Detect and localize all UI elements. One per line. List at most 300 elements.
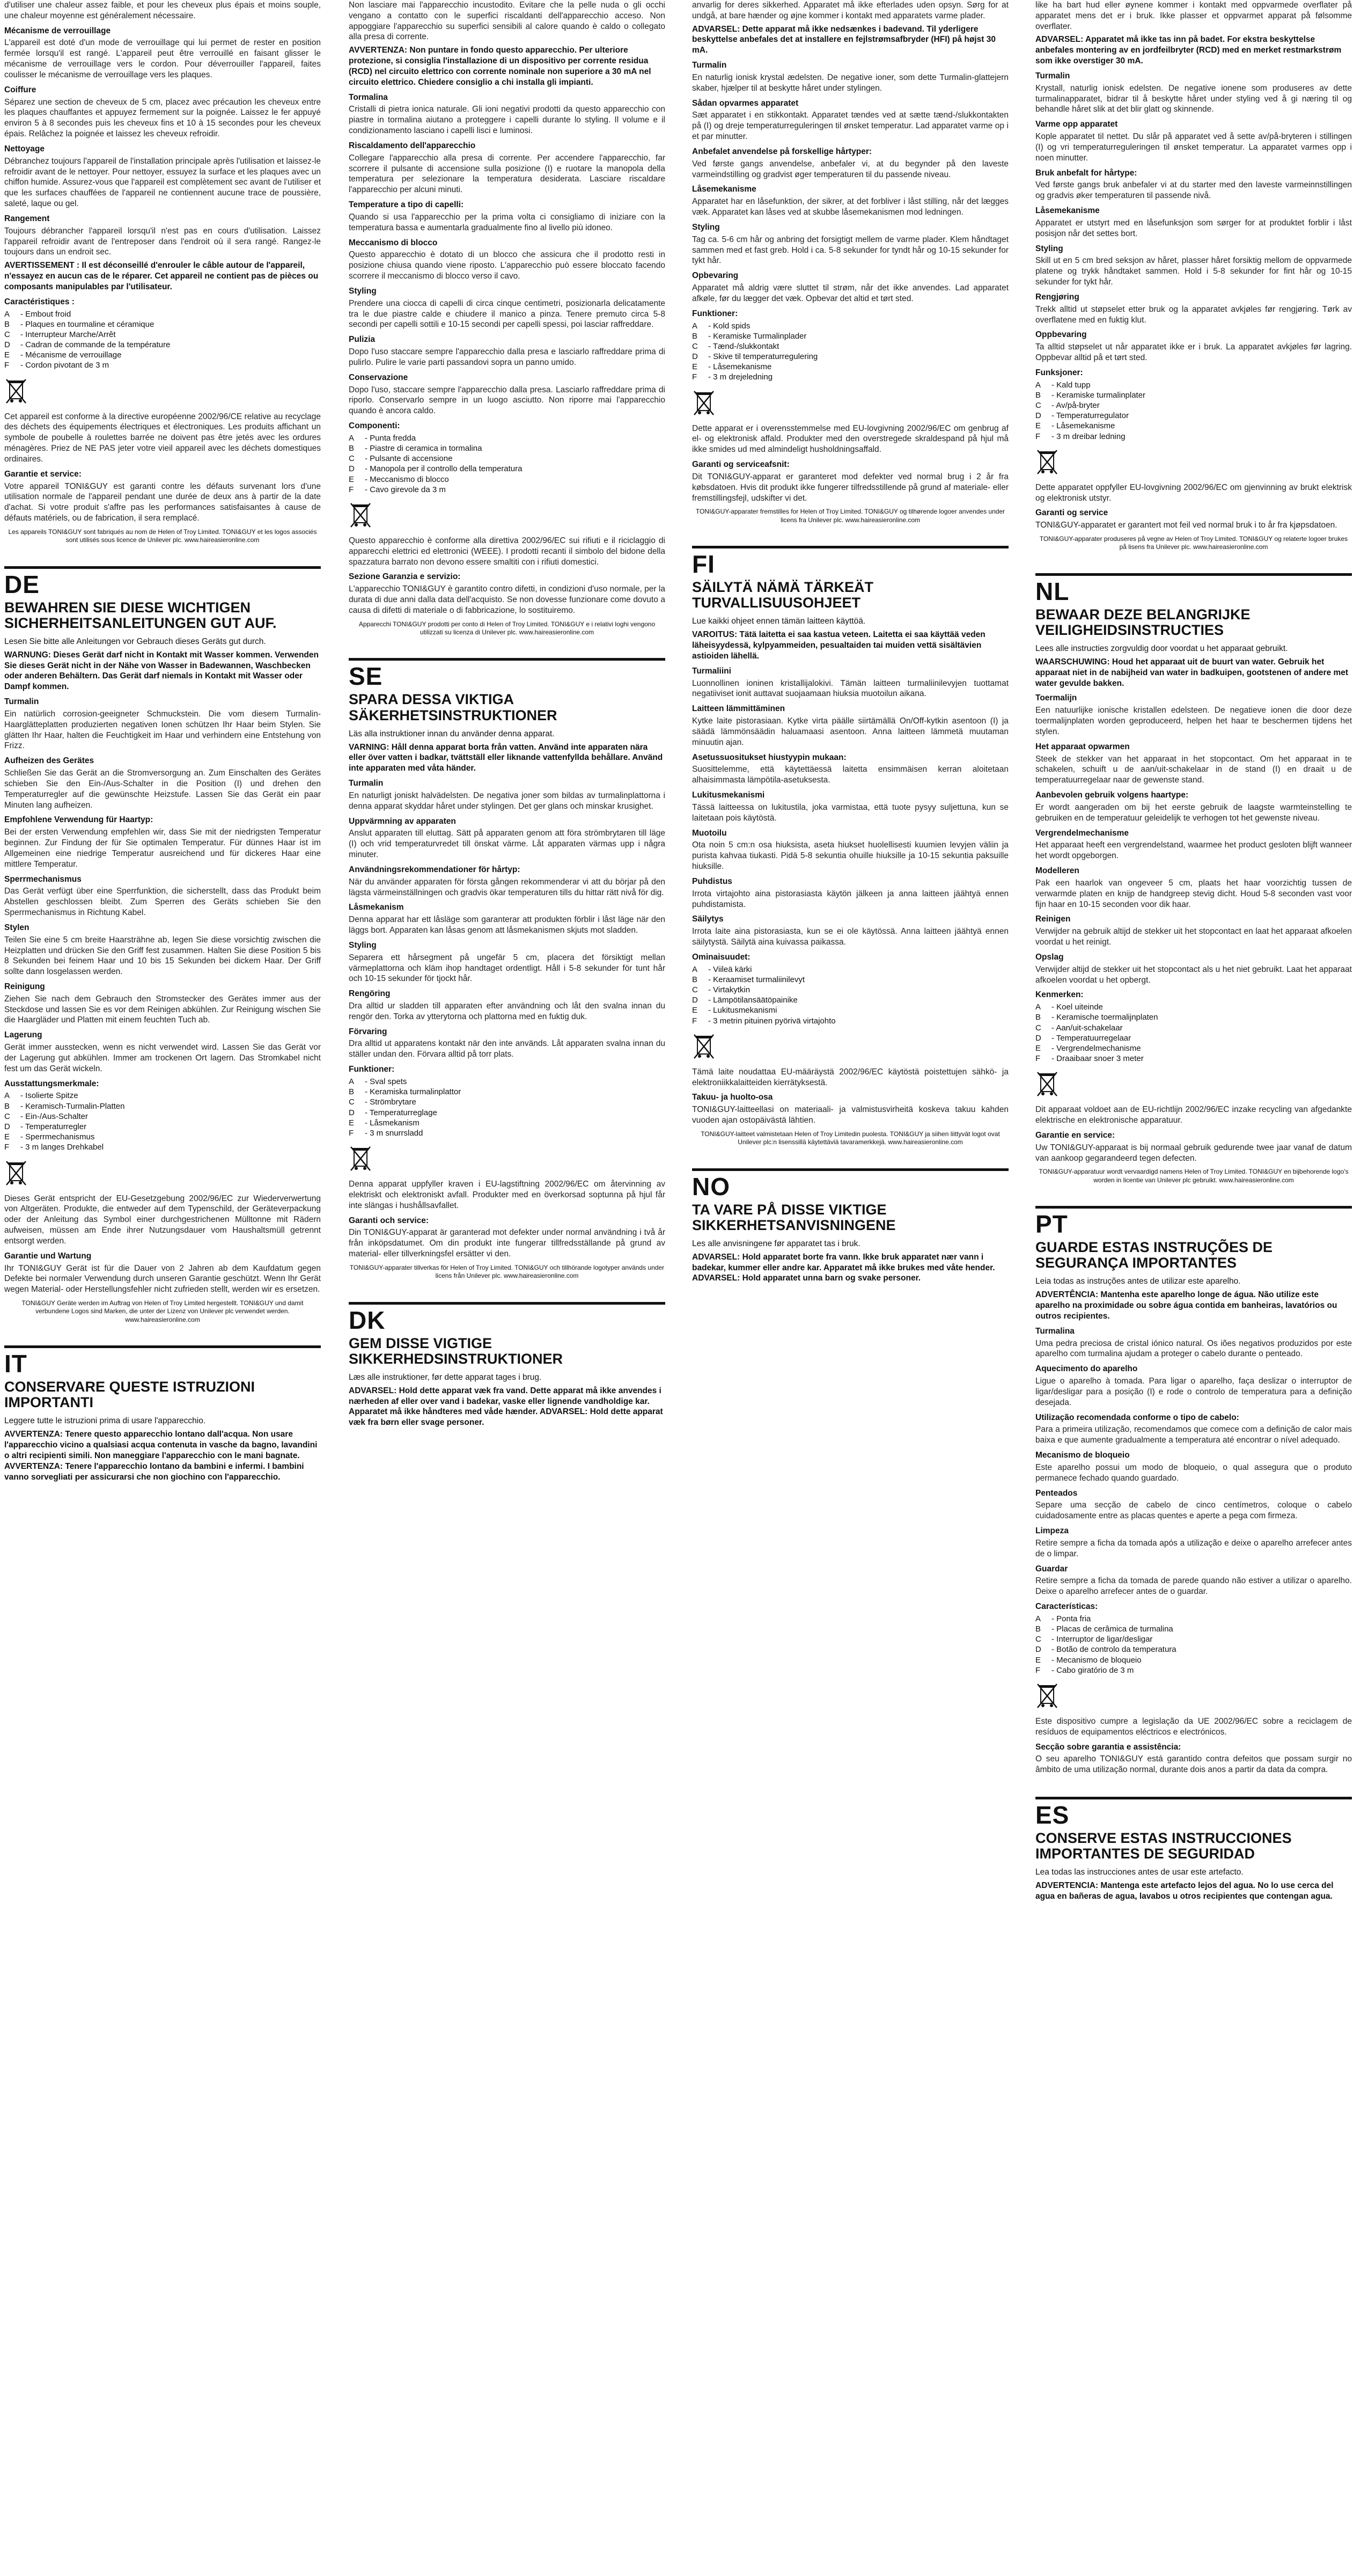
nl-guarantee-title: Garantie en service:	[1035, 1130, 1115, 1140]
se-section-text: Dra alltid ut apparatens kontakt när den inte används. Låt apparaten svalna innan du ställer undan den. Förvara alltid på torr plats.	[349, 1039, 665, 1059]
es-language-label: ES	[1035, 1797, 1352, 1827]
nl-section-text: Pak een haarlok van ongeveer 5 cm, plaats het haar voorzichtig tussen de verwarmde platen en knijp de handgreep stevig dicht. Houd 5-8 seconden vast voor fijn haar en 10-15 seconden voor dik haar.	[1035, 878, 1352, 909]
pt-section-text: Este aparelho possui um modo de bloqueio, o qual assegura que o produto permanece fechado quando guardado.	[1035, 1462, 1352, 1483]
it-language-label: IT	[4, 1345, 321, 1376]
it-section-title: Conservazione	[349, 372, 408, 382]
pt-section-title: Utilização recomendada conforme o tipo de cabelo:	[1035, 1413, 1239, 1422]
part-label: - Viileä kärki	[708, 964, 752, 974]
fr-section-text: L'appareil est doté d'un mode de verrouillage qui lui permet de rester en position fermée lorsqu'il est rangé. L'appareil peut être verrouillé en faisant glisser le mécanisme de verrouillage vers le cordon. Pour déverrouiller l'appareil, faites coulisser le mécanisme de verrouillage vers les plaques.	[4, 38, 321, 79]
pt-weee-text: Este dispositivo cumpre a legislação da UE 2002/96/EC sobre a reciclagem de resíduos de equipamentos eléctricos e electrónicos.	[1035, 1716, 1352, 1737]
se-language-label: SE	[349, 658, 665, 689]
dk-section-text: Tag ca. 5-6 cm hår og anbring det forsigtigt mellem de varme plader. Klem håndtaget sammen med et fast greb. Hold i ca. 5-8 sekunder for tyndt hår og 10-15 sekunder for tykt hår.	[692, 235, 1009, 266]
crossed-bin-icon	[349, 1145, 372, 1173]
part-label: - Placas de cerâmica de turmalina	[1051, 1624, 1173, 1634]
it-section-text: Quando si usa l'apparecchio per la prima volta ci consigliamo di iniziare con la temperatura bassa e aumentarla gradualmente fino al livello più idoneo.	[349, 212, 665, 232]
pt-section-title: Limpeza	[1035, 1526, 1069, 1536]
dk-guarantee-text: Dit TONI&GUY-apparat er garanteret mod defekter ved normal brug i 2 år fra købsdatoen. Hvis dit produkt ikke fungerer tilfredsstillende på grund af materiale- eller fremstillingsfejl, udskifter vi det.	[692, 472, 1009, 503]
part-label: - Tænd-/slukkontakt	[708, 341, 779, 351]
crossed-bin-icon	[4, 377, 28, 405]
nl-section-title: Toermalijn	[1035, 693, 1077, 703]
de-section-text: Ein natürlich corrosion-geeigneter Schmuckstein. Die vom diesem Turmalin-Haarglätteplatten produzierten negativen Ionen schützen Ihr Haar beim Stylen. Sie glätten Ihr Haar, halten die Feuchtigkeit im Haar und verhindern eine Entstehung von Frizz.	[4, 709, 321, 751]
nl-section-text: Steek de stekker van het apparaat in het stopcontact. Om het apparaat in te schakelen, schuift u de aan/uit-schakelaar in de stand (I) en draait u de temperatuurregelaar naar de gewenste stand.	[1035, 754, 1352, 785]
part-letter: F	[349, 485, 354, 494]
no-title: TA VARE PÅ DISSE VIKTIGE SIKKERHETSANVISNINGENE	[692, 1201, 896, 1233]
part-letter: A	[349, 1077, 355, 1086]
part-label: - 3 m dreibar ledning	[1051, 431, 1126, 441]
it-section-title: Meccanismo di blocco	[349, 238, 438, 247]
nl-warning: WAARSCHUWING: Houd het apparaat uit de buurt van water. Gebruik het apparaat niet in de nabijheid van water in badkuipen, gootstenen of andere met water gevulde bakken.	[1035, 657, 1349, 688]
part-label: - Cordon pivotant de 3 m	[20, 361, 109, 370]
no-section-title: Oppbevaring	[1035, 330, 1087, 340]
part-letter: D	[349, 464, 355, 474]
dk-warning-2: ADVARSEL: Dette apparat må ikke nedsænkes i badevand. Til yderligere beskyttelse anbefales det at installere en fejlstrømsafbryder (HFI) på højst 30 mA.	[692, 24, 996, 55]
part-label: - Virtakytkin	[708, 985, 751, 995]
se-section-title: Användningsrekommendationer för hårtyp:	[349, 865, 520, 874]
nl-language-label: NL	[1035, 573, 1352, 604]
no-section-text: Ta alltid støpselet ut når apparatet ikke er i bruk. La apparatet avkjøles før lagring. Oppbevar alltid på et tørt sted.	[1035, 342, 1352, 363]
it-parts-list	[349, 433, 665, 495]
nl-title: BEWAAR DEZE BELANGRIJKE VEILIGHEIDSINSTRUCTIES	[1035, 606, 1251, 638]
de-parts-list	[4, 1091, 321, 1152]
part-label: - Interrupteur Marche/Arrêt	[20, 330, 116, 339]
fi-lead: Lue kaikki ohjeet ennen tämän laitteen käyttöä.	[692, 617, 866, 626]
no-weee-text: Dette apparatet oppfyller EU-lovgivning 2002/96/EC om gjenvinning av brukt elektrisk og elektronisk utstyr.	[1035, 482, 1352, 503]
dk-title: GEM DISSE VIGTIGE SIKKERHEDSINSTRUKTIONER	[349, 1335, 563, 1367]
se-title: SPARA DESSA VIKTIGA SÄKERHETSINSTRUKTIONER	[349, 691, 557, 723]
fi-section-title: Turmaliini	[692, 666, 731, 676]
part-letter: C	[349, 1097, 355, 1107]
fr-section-title: Nettoyage	[4, 144, 45, 153]
part-label: - 3 m drejeledning	[708, 372, 773, 382]
pt-language-label: PT	[1035, 1206, 1352, 1236]
dk-guarantee-title: Garanti og serviceafsnit:	[692, 460, 790, 470]
part-label: - Punta fredda	[365, 433, 416, 443]
part-label: - Lämpötilansäätöpainike	[708, 996, 798, 1005]
fi-features-title: Ominaisuudet:	[692, 952, 751, 962]
no-section-title: Låsemekanisme	[1035, 206, 1100, 216]
fi-parts-list	[692, 964, 1009, 1026]
part-label: - Temperatuurregelaar	[1051, 1033, 1131, 1043]
dk-lead: Læs alle instruktioner, før dette apparat tages i brug.	[349, 1372, 542, 1382]
part-label: - Aan/uit-schakelaar	[1051, 1023, 1123, 1033]
dk-section-text: Sæt apparatet i en stikkontakt. Apparatet tændes ved at sætte tænd-/slukkontakten på (I) og dreje temperaturreguleringen til ønsket temperatur. Lad apparatet varme op i et par minutter.	[692, 111, 1009, 142]
it-title: CONSERVARE QUESTE ISTRUZIONI IMPORTANTI	[4, 1379, 255, 1411]
it-footer: Apparecchi TONI&GUY prodotti per conto di Helen of Troy Limited. TONI&GUY e i relativi loghi vengono utilizzati su licenza di Unilever plc. www.haireasieronline.com	[358, 620, 656, 636]
part-label: - Koel uiteinde	[1051, 1002, 1103, 1012]
part-letter: F	[1035, 431, 1041, 441]
de-section-text: Schließen Sie das Gerät an die Stromversorgung an. Zum Einschalten des Gerätes schieben Sie den Ein-/Aus-Schalter in die Position (I) und drehen den Temperaturregler auf die gewünschte Heizstufe. Lassen Sie das Gerät ein paar Minuten lang aufheizen.	[4, 769, 321, 810]
se-warning: VARNING: Håll denna apparat borta från vatten. Använd inte apparaten nära eller över vatten i badkar, tvättställ eller liknande vattenfyllda behållare. Använd inte apparaten med våta händer.	[349, 742, 663, 773]
part-label: - Temperaturregulator	[1051, 411, 1129, 421]
nl-features-title: Kenmerken:	[1035, 990, 1084, 1000]
de-title: BEWAHREN SIE DIESE WICHTIGEN SICHERHEITSANLEITUNGEN GUT AUF.	[4, 599, 277, 631]
fi-section-title: Säilytys	[692, 914, 724, 924]
column-2	[349, 0, 665, 2576]
se-section-title: Styling	[349, 940, 377, 950]
se-section-text: Denna apparat har ett låsläge som garanterar att produkten förblir i låst läge när den läggs bort. Apparaten kan låsas genom att låsmekanismen skjuts mot sladden.	[349, 915, 665, 935]
de-characteristics-title: Ausstattungsmerkmale:	[4, 1079, 99, 1088]
part-letter: E	[1035, 1043, 1041, 1053]
se-features-title: Funktioner:	[349, 1065, 395, 1074]
fi-section-text: Suosittelemme, että käytettäessä laitetta ensimmäisen kerran aloitetaan alhaisimmasta lämpötila-asetuksesta.	[692, 765, 1009, 785]
part-letter: A	[692, 964, 698, 974]
part-letter: E	[1035, 421, 1041, 431]
part-label: - Keramisch-Turmalin-Platten	[20, 1101, 125, 1111]
no-section-title: Varme opp apparatet	[1035, 120, 1118, 129]
no-sections	[1035, 71, 1352, 363]
it-section-text: Cristalli di pietra ionica naturale. Gli ioni negativi prodotti da questo apparecchio con piastre in tormalina aiutano a proteggere i capelli durante lo styling. Il volume e il condizionamento lasciano i capelli lisci e luminosi.	[349, 105, 665, 136]
part-letter: F	[1035, 1054, 1041, 1064]
column-1	[4, 0, 321, 2576]
it-section-text: Dopo l'uso staccare sempre l'apparecchio dalla presa e lasciarlo raffreddare prima di pulirlo. Pulire le varie parti passandovi sopra un panno umido.	[349, 347, 665, 367]
part-letter: C	[692, 985, 698, 995]
se-section-title: Låsmekanism	[349, 903, 404, 912]
part-letter: B	[349, 444, 355, 453]
de-section-text: Bei der ersten Verwendung empfehlen wir, dass Sie mit der niedrigsten Temperatur beginnen. Zur Findung der für Sie optimalen Temperatur. Für dünnes Haar ist im Allgemeinen eine niedrige Temperatur ausreichend und für dickeres Haar eine mittlere Temperatur.	[4, 828, 321, 869]
part-letter: A	[349, 433, 355, 443]
de-language-label: DE	[4, 566, 321, 597]
de-footer: TONI&GUY Geräte werden im Auftrag von Helen of Troy Limited hergestellt. TONI&GUY und damit verbundene Logos sind Marken, die unter der Lizenz von Unilever plc verwendet werden. www.haireasieronline.com	[21, 1299, 304, 1323]
dk-footer: TONI&GUY-apparater fremstilles for Helen of Troy Limited. TONI&GUY og tilhørende logoer anvendes under licens fra Unilever plc. www.haireasieronline.com	[695, 508, 1005, 524]
fi-sections	[692, 666, 1009, 948]
it-warning: AVVERTENZA: Tenere questo apparecchio lontano dall'acqua. Non usare l'apparecchio vicino a qualsiasi acqua contenuta in vasche da bagno, lavandini o altri recipienti simili. Non maneggiare l'apparecchio con le mani bagnate. AVVERTENZA: Tenere l'apparecchio lontano da bambini e infermi. I bambini vanno sorvegliati per assicurarsi che non giochino con l'apparecchio.	[4, 1430, 318, 1482]
fr-section-title: Coiffure	[4, 85, 36, 94]
part-letter: E	[349, 1118, 355, 1128]
pt-section-title: Turmalina	[1035, 1326, 1075, 1336]
part-label: - Plaques en tourmaline et céramique	[20, 319, 155, 329]
part-label: - Låsemekanisme	[1051, 421, 1115, 431]
dk-section-text: Apparatet har en låsefunktion, der sikrer, at det forbliver i låst stilling, når det lægges væk. Apparatet kan låses ved at skubbe låsemekanismen mod ledningen.	[692, 197, 1009, 217]
part-letter: A	[4, 309, 10, 319]
part-letter: B	[349, 1087, 355, 1097]
nl-weee-text: Dit apparaat voldoet aan de EU-richtlijn 2002/96/EC inzake recycling van afgedankte elektrische en elektronische apparatuur.	[1035, 1105, 1352, 1125]
part-label: - Piastre di ceramica in tormalina	[365, 444, 482, 453]
fi-section-text: Irrota virtajohto aina pistorasiasta käytön jälkeen ja anna laitteen jäähtyä ennen puhdistamista.	[692, 889, 1009, 909]
it-sections	[349, 92, 665, 416]
part-letter: C	[4, 1111, 10, 1121]
fr-section-title: Mécanisme de verrouillage	[4, 26, 111, 35]
part-letter: C	[1035, 401, 1041, 411]
part-letter: F	[4, 361, 10, 370]
de-section-title: Reinigung	[4, 982, 45, 991]
part-letter: E	[692, 1006, 698, 1015]
se-parts-list	[349, 1077, 665, 1138]
part-label: - Cavo girevole da 3 m	[365, 485, 446, 494]
no-features-title: Funksjoner:	[1035, 368, 1083, 377]
part-letter: B	[4, 1101, 10, 1111]
no-section-text: Ved første gangs bruk anbefaler vi at du starter med den laveste varmeinnstillingen og gradvis øker temperaturen til passende nivå.	[1035, 180, 1352, 201]
pt-section-title: Aquecimento do aparelho	[1035, 1364, 1138, 1374]
dk-section-title: Låsemekanisme	[692, 185, 756, 194]
part-label: - Isolierte Spitze	[20, 1091, 78, 1101]
part-letter: F	[1035, 1665, 1041, 1675]
se-guarantee-title: Garanti och service:	[349, 1216, 429, 1225]
pt-parts-list	[1035, 1614, 1352, 1675]
de-warning: WARNUNG: Dieses Gerät darf nicht in Kontakt mit Wasser kommen. Verwenden Sie dieses Gerät nicht in der Nähe von Wasser in Badewannen, Waschbecken oder anderen Behältern. Das Gerät darf niemals in Kontakt mit Wasser oder Dampf kommen.	[4, 650, 319, 692]
part-label: - Kold spids	[708, 321, 751, 331]
nl-section-title: Het apparaat opwarmen	[1035, 742, 1130, 751]
part-label: - Av/på-bryter	[1051, 401, 1100, 411]
nl-section-text: Verwijder na gebruik altijd de stekker uit het stopcontact en laat het apparaat afkoelen voordat u het reinigt.	[1035, 927, 1352, 947]
part-letter: C	[349, 454, 355, 464]
part-label: - Botão de controlo da temperatura	[1051, 1645, 1176, 1655]
fi-section-title: Puhdistus	[692, 876, 732, 886]
part-letter: F	[349, 1128, 354, 1138]
it-section-text: Questo apparecchio è dotato di un blocco che assicura che il prodotto resti in posizione chiusa quando viene riposto. L'apparecchio può essere bloccato facendo scorrere il meccanismo di blocco verso il cavo.	[349, 250, 665, 281]
no-section-text: Apparatet er utstyrt med en låsefunksjon som sørger for at produktet forblir i låst posisjon når det settes bort.	[1035, 218, 1352, 238]
part-label: - Mécanisme de verrouillage	[20, 350, 122, 360]
it-section-text: Dopo l'uso, staccare sempre l'apparecchio dalla presa. Lasciarlo raffreddare prima di riporlo. Conservarlo sempre in un luogo asciutto. Non riporre mai l'apparecchio quando è ancora caldo.	[349, 385, 665, 416]
fr-section-text: Toujours débrancher l'appareil lorsqu'il n'est pas en cours d'utilisation. Laissez l'appareil refroidir avant de l'entreposer dans l'endroit où il sera rangé. Rangez-le toujours dans un endroit sec.	[4, 226, 321, 257]
se-guarantee-text: Din TONI&GUY-apparat är garanterad mot defekter under normal användning i två år från inköpsdatumet. Om din produkt inte fungerar tillfredsställande på grund av material- eller tillverkningsfel ersätter vi den.	[349, 1228, 665, 1259]
part-label: - Keramiska turmalinplattor	[365, 1087, 461, 1097]
fr-guarantee-title: Garantie et service:	[4, 469, 82, 479]
it-section-title: Pulizia	[349, 335, 376, 345]
dk-section-title: Turmalin	[692, 61, 727, 70]
part-letter: D	[4, 340, 10, 350]
part-label: - Keramiske turmalinplater	[1051, 390, 1146, 400]
fr-guarantee-text: Votre appareil TONI&GUY est garanti contre les défauts survenant lors d'une utilisation normale de l'appareil pendant une durée de deux ans à partir de la date d'achat. Si votre produit s'affre pas les performances satisfaisantes à cause de défauts matériels, ou de fabrication, il sera remplacé.	[4, 481, 321, 523]
part-letter: D	[1035, 1645, 1041, 1655]
fi-guarantee-title: Takuu- ja huolto-osa	[692, 1093, 773, 1102]
pt-title: GUARDE ESTAS INSTRUÇÕES DE SEGURANÇA IMPORTANTES	[1035, 1239, 1273, 1271]
nl-section-title: Reinigen	[1035, 914, 1071, 924]
nl-section-text: Het apparaat heeft een vergrendelstand, waarmee het product gesloten blijft wanneer het wordt opgeborgen.	[1035, 840, 1352, 861]
part-letter: F	[4, 1143, 10, 1152]
dk-weee-text: Dette apparat er i overensstemmelse med EU-lovgivning 2002/96/EC om genbrug af el- og elektronisk affald. Produkter med den overstregede skraldespand på hjul må ikke smides ud med almindeligt husholdningsaffald.	[692, 423, 1009, 455]
part-label: - Embout froid	[20, 309, 71, 319]
nl-section-title: Vergrendelmechanisme	[1035, 828, 1129, 838]
fi-section-title: Muotoilu	[692, 828, 727, 838]
part-letter: A	[1035, 1614, 1041, 1623]
no-section-title: Rengjøring	[1035, 292, 1079, 302]
part-letter: A	[4, 1091, 10, 1101]
part-label: - Ponta fria	[1051, 1614, 1091, 1623]
part-letter: D	[1035, 411, 1041, 421]
de-weee-text: Dieses Gerät entspricht der EU-Gesetzgebung 2002/96/EC zur Wiederverwertung von Altgeräten. Produkte, die entweder auf dem Typenschild, der Geräteverpackung oder der Anleitung das Symbol einer durchgestrichenen Mülltonne mit Rädern aufweisen, müssen am Ende ihrer Nutzungsdauer vom Haushaltsmüll getrennt entsorgt werden.	[4, 1194, 321, 1246]
de-guarantee-title: Garantie und Wartung	[4, 1251, 92, 1261]
no-section-title: Styling	[1035, 244, 1063, 253]
column-3	[692, 0, 1009, 2576]
se-section-text: När du använder apparaten för första gången rekommenderar vi att du börjar på den lägsta värmeinställningen och gradvis ökar temperaturen tills du hittar rätt nivå för dig.	[349, 877, 665, 897]
se-section-text: En naturligt joniskt halvädelsten. De negativa joner som bildas av turmalinplattorna i denna apparat skyddar håret under stylingen. Det ger glans och minskar krusighet.	[349, 791, 665, 811]
part-letter: C	[1035, 1635, 1041, 1644]
part-letter: C	[692, 341, 698, 351]
no-parts-list	[1035, 380, 1352, 442]
nl-section-title: Modelleren	[1035, 866, 1079, 876]
nl-guarantee-text: Uw TONI&GUY-apparaat is bij normaal gebruik gedurende twee jaar vanaf de datum van aankoop gegarandeerd tegen defecten.	[1035, 1143, 1352, 1163]
se-section-title: Förvaring	[349, 1027, 387, 1036]
pt-warning: ADVERTÊNCIA: Mantenha este aparelho longe de água. Não utilize este aparelho na proximidade ou sobre água contida em banheiras, lavatórios ou outros recipientes.	[1035, 1290, 1337, 1321]
part-label: - 3 m langes Drehkabel	[20, 1143, 104, 1152]
no-guarantee-title: Garanti og service	[1035, 508, 1108, 518]
dk-parts-list	[692, 321, 1009, 383]
dk-language-label: DK	[349, 1302, 665, 1333]
part-letter: B	[1035, 390, 1041, 400]
nl-parts-list	[1035, 1002, 1352, 1064]
part-letter: E	[349, 474, 355, 484]
pt-section-text: Para a primeira utilização, recomendamos que comece com a definição de calor mais baixa e que aumente gradualmente a temperatura até encontrar o nível adequado.	[1035, 1425, 1352, 1445]
nl-sections	[1035, 693, 1352, 985]
part-label: - Sval spets	[365, 1077, 407, 1086]
part-label: - Keramiske Turmalinplader	[708, 331, 807, 341]
part-label: - Cabo giratório de 3 m	[1051, 1665, 1134, 1675]
fi-section-title: Lukitusmekanismi	[692, 791, 765, 800]
de-section-title: Stylen	[4, 923, 30, 932]
part-label: - Manopola per il controllo della temperatura	[365, 464, 523, 474]
de-sections	[4, 697, 321, 1074]
part-letter: A	[1035, 380, 1041, 390]
fr-footer: Les appareils TONI&GUY sont fabriqués au nom de Helen of Troy Limited. TONI&GUY et les logos associés sont utilisés sous licence de Unilever plc. www.haireasieronline.com	[8, 528, 317, 544]
fr-warning: AVERTISSEMENT : Il est déconseillé d'enrouler le câble autour de l'appareil, n'essayez en aucun cas de le réparer. Cet appareil ne contient pas de pièces ou composants manipulables par l'utilisateur.	[4, 261, 319, 291]
crossed-bin-icon	[692, 1033, 716, 1060]
de-section-title: Aufheizen des Gerätes	[4, 756, 94, 766]
nl-section-title: Opslag	[1035, 952, 1064, 962]
it-section-title: Tormalina	[349, 92, 388, 102]
pt-sections	[1035, 1326, 1352, 1597]
part-letter: C	[1035, 1023, 1041, 1033]
part-letter: E	[4, 1132, 10, 1142]
fi-section-text: Luonnollinen ioninen kristallijalokivi. Tämän laitteen turmaliinilevyjen tuottamat negatiiviset ionit auttavat suojaamaan hiuksia muotoilun aikana.	[692, 678, 1009, 699]
se-section-title: Uppvärmning av apparaten	[349, 816, 456, 826]
pt-section-text: Retire sempre a ficha da tomada após a utilização e deixe o aparelho arrefecer antes de o limpar.	[1035, 1538, 1352, 1558]
it-guarantee-text: L'apparecchio TONI&GUY è garantito contro difetti, in condizioni d'uso normale, per la durata di due anni dalla data dell'acquisto. Se non dovesse funzionare come dovuto a causa di difetti di materiale o di fabbricazione, lo sostituiremo.	[349, 584, 665, 615]
crossed-bin-icon	[349, 501, 372, 529]
de-section-title: Turmalin	[4, 697, 39, 707]
part-label: - Cadran de commande de la température	[20, 340, 171, 350]
pt-section-text: Ligue o aparelho à tomada. Para ligar o aparelho, faça deslizar o interruptor de ligar/desligar para a posição (I) e rode o controlo de temperatura para a definição desejada.	[1035, 1377, 1352, 1407]
part-label: - Temperaturregler	[20, 1122, 87, 1131]
no-section-title: Bruk anbefalt for hårtype:	[1035, 168, 1137, 178]
dk-section-title: Opbevaring	[692, 271, 739, 281]
it-section-text: Collegare l'apparecchio alla presa di corrente. Per accendere l'apparecchio, far scorrere il pulsante di accensione sulla posizione (I) e ruotare la manopola della temperatura per selezionare la temperatura desiderata. Lasciare riscaldare l'apparecchio per alcuni minuti.	[349, 153, 665, 195]
fi-section-text: Ota noin 5 cm:n osa hiuksista, aseta hiukset huolellisesti kuumien levyjen väliin ja purista kahvaa tiukasti. Pidä 5-8 sekuntia ohuille hiuksille ja 10-15 sekuntia paksuille hiuksille.	[692, 840, 1009, 872]
part-letter: D	[692, 352, 698, 362]
part-letter: E	[1035, 1655, 1041, 1665]
nl-lead: Lees alle instructies zorgvuldig door voordat u het apparaat gebruikt.	[1035, 644, 1288, 654]
crossed-bin-icon	[1035, 1070, 1059, 1098]
dk-features-title: Funktioner:	[692, 309, 738, 318]
fi-section-title: Asetussuositukset hiustyypin mukaan:	[692, 752, 847, 762]
de-section-text: Ziehen Sie nach dem Gebrauch den Stromstecker des Gerätes immer aus der Steckdose und lassen Sie es vor dem Reinigen abkühlen. Zur Reinigung wischen Sie die Haargläder und Platten mit einem feuchten Tuch ab.	[4, 994, 321, 1025]
part-letter: E	[4, 350, 10, 360]
no-top-text: like ha bart hud eller øynene kommer i kontakt med oppvarmede overflater på apparatet mens det er i bruk. Ikke plasser et oppvarmet apparat på følsomme overflater.	[1035, 1, 1352, 31]
part-label: - Strömbrytare	[365, 1097, 416, 1107]
fi-section-text: Irrota laite aina pistorasiasta, kun se ei ole käytössä. Anna laitteen jäähtyä ennen säilytystä. Säilytä aina kuivassa paikassa.	[692, 927, 1009, 947]
fi-guarantee-text: TONI&GUY-laitteellasi on materiaali- ja valmistusvirheitä koskeva takuu kahden vuoden ajan ostopäivästä lähtien.	[692, 1105, 1009, 1125]
part-label: - Låsmekanism	[365, 1118, 420, 1128]
fi-section-text: Kytke laite pistorasiaan. Kytke virta päälle siirtämällä On/Off-kytkin asentoon (I) ja säädä lämmönsäädin haluamaasi asentoon. Anna laitteen lämmetä muutaman minuutin ajan.	[692, 716, 1009, 747]
fr-characteristics-title: Caractéristiques :	[4, 297, 75, 306]
column-4	[1035, 0, 1352, 2576]
se-section-text: Separera ett hårsegment på ungefär 5 cm, placera det försiktigt mellan värmeplattorna och kläm ihop handtaget ordentligt. Håll i 5-8 sekunder för tunt hår och 10-15 sekunder för tjockt hår.	[349, 953, 665, 984]
it-weee-text: Questo apparecchio è conforme alla direttiva 2002/96/EC sui rifiuti e il riciclaggio di apparecchi elettrici ed elettronici (WEEE). I prodotti recanti il simbolo del bidone della spazzatura barrato non devono essere smaltiti con i rifiuti domestici.	[349, 536, 665, 567]
no-section-text: Krystall, naturlig ionisk edelsten. De negative ionene som produseres av dette turmalinapparatet, bidrar til å beskytte håret under styling ved å gi næring til og behandle håret slik at det blir glatt og skinnende.	[1035, 83, 1352, 114]
crossed-bin-icon	[1035, 1682, 1059, 1710]
pt-guarantee-text: O seu aparelho TONI&GUY está garantido contra defeitos que possam surgir no âmbito de uma utilização normal, durante dois anos a partir da data da compra.	[1035, 1754, 1352, 1775]
fi-section-title: Laitteen lämmittäminen	[692, 704, 785, 714]
part-letter: E	[692, 362, 698, 372]
pt-section-text: Retire sempre a ficha da tomada de parede quando não estiver a utilizar o aparelho. Deixe o aparelho arrefecer antes de o guardar.	[1035, 1576, 1352, 1597]
part-label: - Draaibaar snoer 3 meter	[1051, 1054, 1144, 1064]
crossed-bin-icon	[1035, 448, 1059, 476]
fr-intro: d'utiliser une chaleur assez faible, et pour les cheveux plus épais et moins souple, une chaleur moyenne est généralement nécessaire.	[4, 1, 321, 20]
de-section-text: Das Gerät verfügt über eine Sperrfunktion, die sicherstellt, dass das Produkt beim Abstellen geschlossen bleibt. Zum Sperren des Geräts schieben Sie den Sperrmechanismus in Richtung Kabel.	[4, 887, 321, 918]
dk-section-text: En naturlig ionisk krystal ædelsten. De negative ioner, som dette Turmalin-glattejern skaber, hjælper til at beskytte håret under stylingen.	[692, 72, 1009, 93]
part-label: - Ein-/Aus-Schalter	[20, 1111, 88, 1121]
dk-top-text: anvarlig for deres sikkerhed. Apparatet må ikke efterlades uden opsyn. Sørg for at undgå, at bare hænder og øjne kommer i kontakt med apparatets varme plader.	[692, 1, 1009, 20]
part-letter: A	[1035, 1002, 1041, 1012]
nl-section-text: Er wordt aangeraden om bij het eerste gebruik de laagste warmteinstelling te gebruiken en de temperatuur geleidelijk te verhogen tot het gewenste niveau.	[1035, 802, 1352, 823]
de-section-title: Sperrmechanismus	[4, 874, 82, 884]
no-footer: TONI&GUY-apparater produseres på vegne av Helen of Troy Limited. TONI&GUY og relaterte logoer brukes på lisens fra Unilever plc. www.haireasieronline.com	[1039, 535, 1348, 551]
de-section-title: Lagerung	[4, 1030, 42, 1040]
it-warning-2: AVVERTENZA: Non puntare in fondo questo apparecchio. Per ulteriore protezione, si consiglia l'installazione di un dispositivo per corrente residua (RCD) nel circuito elettrico con corrente nominale non superiore a 30 mA nel circuito elettrico. Chiedere consiglio a chi installa gli impianti.	[349, 46, 651, 87]
part-letter: B	[1035, 1624, 1041, 1634]
part-letter: B	[1035, 1013, 1041, 1022]
dk-section-title: Anbefalet anvendelse på forskellige hårtyper:	[692, 147, 872, 156]
de-lead: Lesen Sie bitte alle Anleitungen vor Gebrauch dieses Geräts gut durch.	[4, 636, 266, 646]
dk-section-text: Apparatet må aldrig være sluttet til strøm, når det ikke anvendes. Lad apparatet afkøle, før du lægger det væk. Opbevar det altid et tørt sted.	[692, 283, 1009, 303]
fi-language-label: FI	[692, 546, 1009, 576]
part-letter: D	[692, 996, 698, 1005]
part-letter: D	[4, 1122, 10, 1131]
dk-section-title: Styling	[692, 222, 720, 232]
no-section-title: Turmalin	[1035, 71, 1070, 80]
no-section-text: Kople apparatet til nettet. Du slår på apparatet ved å sette av/på-bryteren i stillingen (I) og vri temperaturreguleringen til ønsket temperatur. La apparatet varmes opp i noen minutter.	[1035, 132, 1352, 163]
part-label: - Lukitusmekanismi	[708, 1006, 777, 1015]
dk-sections	[692, 60, 1009, 304]
pt-section-title: Penteados	[1035, 1488, 1078, 1498]
se-footer: TONI&GUY-apparater tillverkas för Helen of Troy Limited. TONI&GUY och tillhörande logotyper används under licens från Unilever plc. www.haireasieronline.com	[349, 1263, 665, 1280]
part-letter: C	[4, 330, 10, 339]
part-label: - 3 m snurrsladd	[365, 1128, 423, 1138]
es-lead: Lea todas las instrucciones antes de usar este artefacto.	[1035, 1868, 1244, 1877]
it-components-title: Componenti:	[349, 421, 400, 430]
dk-warning: ADVARSEL: Hold dette apparat væk fra vand. Dette apparat må ikke anvendes i nærheden af eller over vand i badekar, vaske eller lignende vandholdige kar. Apparatet må ikke håndteres med våde hænder. ADVARSEL: Hold dette apparat væk fra børn eller svage personer.	[349, 1386, 663, 1428]
dk-section-text: Ved første gangs anvendelse, anbefaler vi, at du begynder på den laveste varmeindstilling og gradvist øger temperaturen til du passende niveau.	[692, 159, 1009, 179]
no-warning-2: ADVARSEL: Apparatet må ikke tas inn på badet. For ekstra beskyttelse anbefales montering av en jordfeilbryter (RCD) med en merket restmarkstrøm som ikke overstiger 30 mA.	[1035, 35, 1342, 66]
part-label: - Keraamiset turmaliinilevyt	[708, 975, 805, 984]
part-label: - Pulsante di accensione	[365, 454, 453, 464]
part-label: - Temperaturreglage	[365, 1108, 437, 1117]
it-section-title: Temperature a tipo di capelli:	[349, 200, 464, 210]
se-lead: Läs alla instruktioner innan du använder denna apparat.	[349, 729, 555, 738]
se-section-text: Dra alltid ur sladden till apparaten efter användning och låt den svalna innan du rengör den. Torka av ytterytorna och plattorna med en fuktig duk.	[349, 1001, 665, 1021]
fi-title: SÄILYTÄ NÄMÄ TÄRKEÄT TURVALLISUUSOHJEET	[692, 579, 874, 611]
es-warning: ADVERTENCIA: Mantenga este artefacto lejos del agua. No lo use cerca del agua en bañeras de agua, lavabos u otros recipientes que contengan agua.	[1035, 1881, 1334, 1901]
part-letter: B	[692, 331, 698, 341]
part-label: - Meccanismo di blocco	[365, 474, 449, 484]
se-section-title: Rengöring	[349, 989, 391, 999]
fi-warning: VAROITUS: Tätä laitetta ei saa kastua veteen. Laitetta ei saa käyttää veden läheisyydessä, kylpyammeiden, pesualtaiden tai muiden vettä sisältävien astioiden lähellä.	[692, 630, 985, 661]
de-section-text: Teilen Sie eine 5 cm breite Haarsträhne ab, legen Sie diese vorsichtig zwischen die Heizplatten und drücken Sie den Griff fest zusammen. Halten Sie diese Position 5 bis 8 Sekunden bei feinem Haar und 10 bis 15 Sekunden bei dickem Haar. Der Griff sollte dann losgelassen werden.	[4, 935, 321, 977]
it-section-text: Prendere una ciocca di capelli di circa cinque centimetri, posizionarla delicatamente tra le due piastre calde e chiudere il manico a pinza. Tenere premuto circa 5-8 secondi per capelli sottili e 10-15 secondi per capelli spessi, poi lasciar raffreddare.	[349, 298, 665, 330]
no-section-text: Trekk alltid ut støpselet etter bruk og la apparatet avkjøles før rengjøring. Tørk av overflatene med en fuktig klut.	[1035, 304, 1352, 325]
part-letter: D	[1035, 1033, 1041, 1043]
de-section-title: Empfohlene Verwendung für Haartyp:	[4, 815, 153, 825]
se-sections	[349, 778, 665, 1060]
part-label: - Kald tupp	[1051, 380, 1091, 390]
it-section-title: Styling	[349, 286, 377, 296]
part-label: - Sperrmechanismus	[20, 1132, 95, 1142]
fr-weee-text: Cet appareil est conforme à la directive européenne 2002/96/CE relative au recyclage des déchets des équipements électriques et électroniques. Les produits affichant un symbole de poubelle à roulettes barrée ne doivent pas être jetés avec les ordures ménagères. Priez de NE PAS jeter votre vieil appareil avec les déchets domestiques ordinaires.	[4, 412, 321, 464]
it-lead: Leggere tutte le istruzioni prima di usare l'apparecchio.	[4, 1416, 206, 1426]
pt-section-text: Separe uma secção de cabelo de cinco centímetros, coloque o cabelo cuidadosamente entre as placas quentes e aperte a pega com firmeza.	[1035, 1501, 1352, 1521]
fi-weee-text: Tämä laite noudattaa EU-määräystä 2002/96/EC käytöstä poistettujen sähkö- ja elektroniikkalaitteiden kierrätyksestä.	[692, 1067, 1009, 1087]
fr-section-text: Débranchez toujours l'appareil de l'installation principale après l'utilisation et laissez-le refroidir avant de le nettoyer. Pour nettoyer, essuyez la surface et les plaques avec un chiffon humide. Assurez-vous que l'appareil est complètement sec avant de l'utiliser et que les surfaces chauffées de l'appareil ne contiennent aucune trace de poussière, saleté, laque ou gel.	[4, 156, 321, 209]
no-language-label: NO	[692, 1168, 1009, 1199]
